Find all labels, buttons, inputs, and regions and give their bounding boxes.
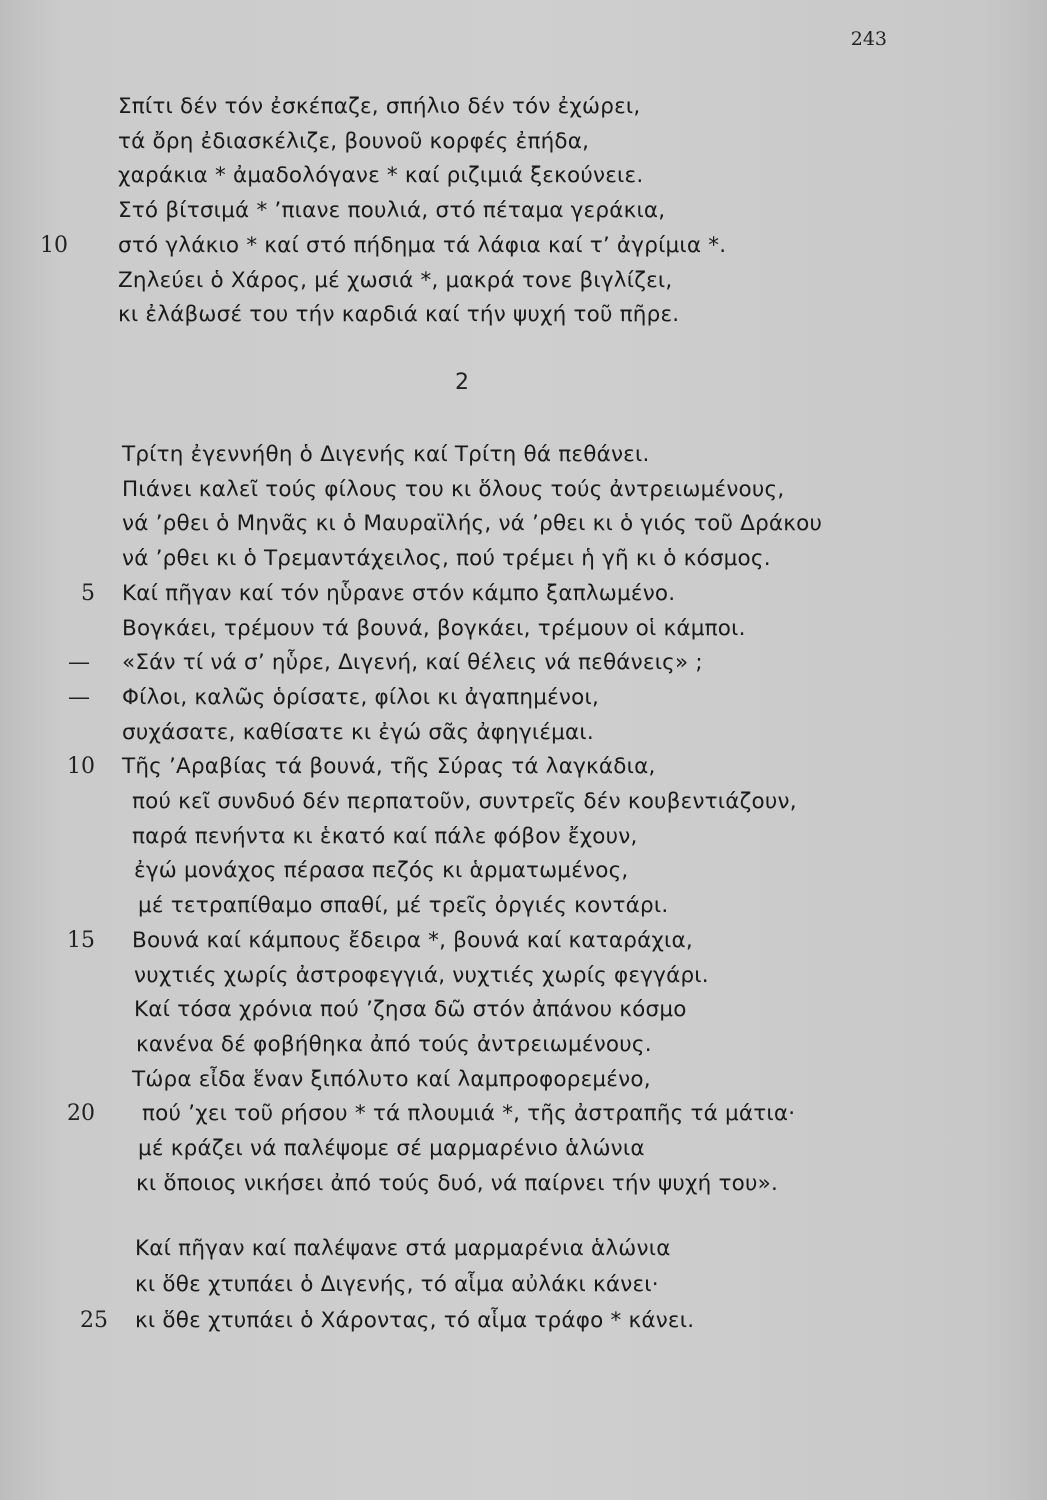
page-number: 243 [850,28,887,50]
line-text: νά ’ρθει ὁ Μηνᾶς κι ὁ Μαυραϊλής, νά ’ρθει κι ὁ γιός τοῦ Δράκου [122,511,823,537]
poem-line [0,785,1047,819]
poem-line [0,716,1047,750]
poem-line [0,1132,1047,1166]
line-text: Ζηλεύει ὁ Χάρος, μέ χωσιά *, μακρά τονε βιγλίζει, [118,267,673,293]
line-number: 20 [67,1101,95,1127]
line-text: πού ’χει τοῦ ρήσου * τά πλουμιά *, τῆς ἀστραπῆς τά μάτια· [142,1101,796,1127]
poem-line [0,612,1047,646]
poem-line [0,298,1047,332]
line-text: κι ὅθε χτυπάει ὁ Χάροντας, τό αἷμα τράφο * κάνει. [135,1308,695,1333]
section-number: 2 [455,370,469,395]
line-text: Πιάνει καλεῖ τούς φίλους του κι ὅλους τούς ἀντρειωμένους, [122,476,785,502]
line-text: «Σάν τί νά σ’ ηὗρε, Διγενή, καί θέλεις νά πεθάνεις» ; [122,650,703,676]
line-text: κι ὅποιος νικήσει ἀπό τούς δυό, νά παίρνει τήν ψυχή του». [136,1170,779,1196]
line-text: συχάσατε, καθίσατε κι ἐγώ σᾶς ἀφηγιέμαι. [122,719,594,745]
line-text: χαράκια * ἀμαδολόγανε * καί ριζιμιά ξεκούνειε. [118,163,644,189]
poem-line [0,820,1047,854]
line-number: 10 [40,232,68,258]
poem-line [0,159,1047,193]
dialogue-dash: — [68,650,90,676]
poem-line [0,750,1047,784]
poem-line [0,264,1047,298]
poem-line [0,959,1047,993]
line-text: παρά πενήντα κι ἑκατό καί πάλε φόβον ἔχουν, [132,823,638,849]
poem-line [0,924,1047,958]
line-text: πού κεῖ συνδυό δέν περπατοῦν, συντρεῖς δέν κουβεντιάζουν, [132,789,797,814]
line-text: κανένα δέ φοβήθηκα ἀπό τούς ἀντρειωμένους. [136,1031,652,1057]
poem-line [0,1063,1047,1097]
line-text: νυχτιές χωρίς ἀστροφεγγιά, νυχτιές χωρίς φεγγάρι. [134,962,709,988]
poem-line [0,473,1047,507]
line-text: ἐγώ μονάχος πέρασα πεζός κι ἁρματωμένος, [134,858,629,884]
line-text: Φίλοι, καλῶς ὁρίσατε, φίλοι κι ἀγαπημένοι, [122,684,599,710]
poem-line [0,1232,1047,1266]
poem-line [0,1167,1047,1201]
line-text: στό γλάκιο * καί στό πήδημα τά λάφια καί τ’ ἀγρίμια *. [118,232,727,258]
poem-line [0,507,1047,541]
poem-line [0,889,1047,923]
poem-line [0,1268,1047,1302]
line-number: 5 [81,580,95,606]
line-text: νά ’ρθει κι ὁ Τρεμαντάχειλος, πού τρέμει ἡ γῆ κι ὁ κόσμος. [122,546,771,572]
line-text: μέ τετραπίθαμο σπαθί, μέ τρεῖς ὀργιές κοντάρι. [138,893,669,919]
line-text: Στό βίτσιμά * ’πιανε πουλιά, στό πέταμα γεράκια, [118,198,666,224]
line-number: 25 [80,1308,108,1333]
poem-line [0,125,1047,159]
line-text: τά ὄρη ἐδιασκέλιζε, βουνοῦ κορφές ἐπήδα, [118,128,590,154]
poem-line [0,993,1047,1027]
line-text: Βουνά καί κάμπους ἔδειρα *, βουνά καί καταράχια, [132,927,693,953]
line-text: Βογκάει, τρέμουν τά βουνά, βογκάει, τρέμουν οἱ κάμποι. [122,615,746,641]
line-text: μέ κράζει νά παλέψομε σέ μαρμαρένιο ἁλώνια [138,1136,645,1161]
line-text: Καί πῆγαν καί παλέψανε στά μαρμαρένια ἁλώνια [135,1236,671,1261]
line-text: κι ἐλάβωσέ του τήν καρδιά καί τήν ψυχή τοῦ πῆρε. [118,302,680,328]
line-text: Καί πῆγαν καί τόν ηὗρανε στόν κάμπο ξαπλωμένο. [122,580,676,606]
poem-line [0,577,1047,611]
poem-line [0,542,1047,576]
dialogue-dash: — [68,684,90,710]
line-number: 15 [67,927,95,953]
line-text: Τώρα εἶδα ἕναν ξιπόλυτο καί λαμπροφορεμένο, [132,1066,651,1092]
poem-line [0,438,1047,472]
poem-line [0,229,1047,263]
line-text: Καί τόσα χρόνια πού ’ζησα δῶ στόν ἀπάνου κόσμο [134,997,687,1023]
poem-line [0,1097,1047,1131]
poem-line [0,854,1047,888]
line-number: 10 [67,754,95,780]
poem-line [0,646,1047,680]
poem-line [0,194,1047,228]
line-text: κι ὅθε χτυπάει ὁ Διγενής, τό αἷμα αὐλάκι κάνει· [135,1272,659,1297]
poem-line [0,1304,1047,1338]
line-text: Τῆς ’Αραβίας τά βουνά, τῆς Σύρας τά λαγκάδια, [122,754,656,780]
poem-line [0,90,1047,124]
poem-line [0,1028,1047,1062]
poem-line [0,681,1047,715]
line-text: Τρίτη ἐγεννήθη ὁ Διγενής καί Τρίτη θά πεθάνει. [122,442,650,467]
line-text: Σπίτι δέν τόν ἐσκέπαζε, σπήλιο δέν τόν ἐχώρει, [118,94,641,119]
